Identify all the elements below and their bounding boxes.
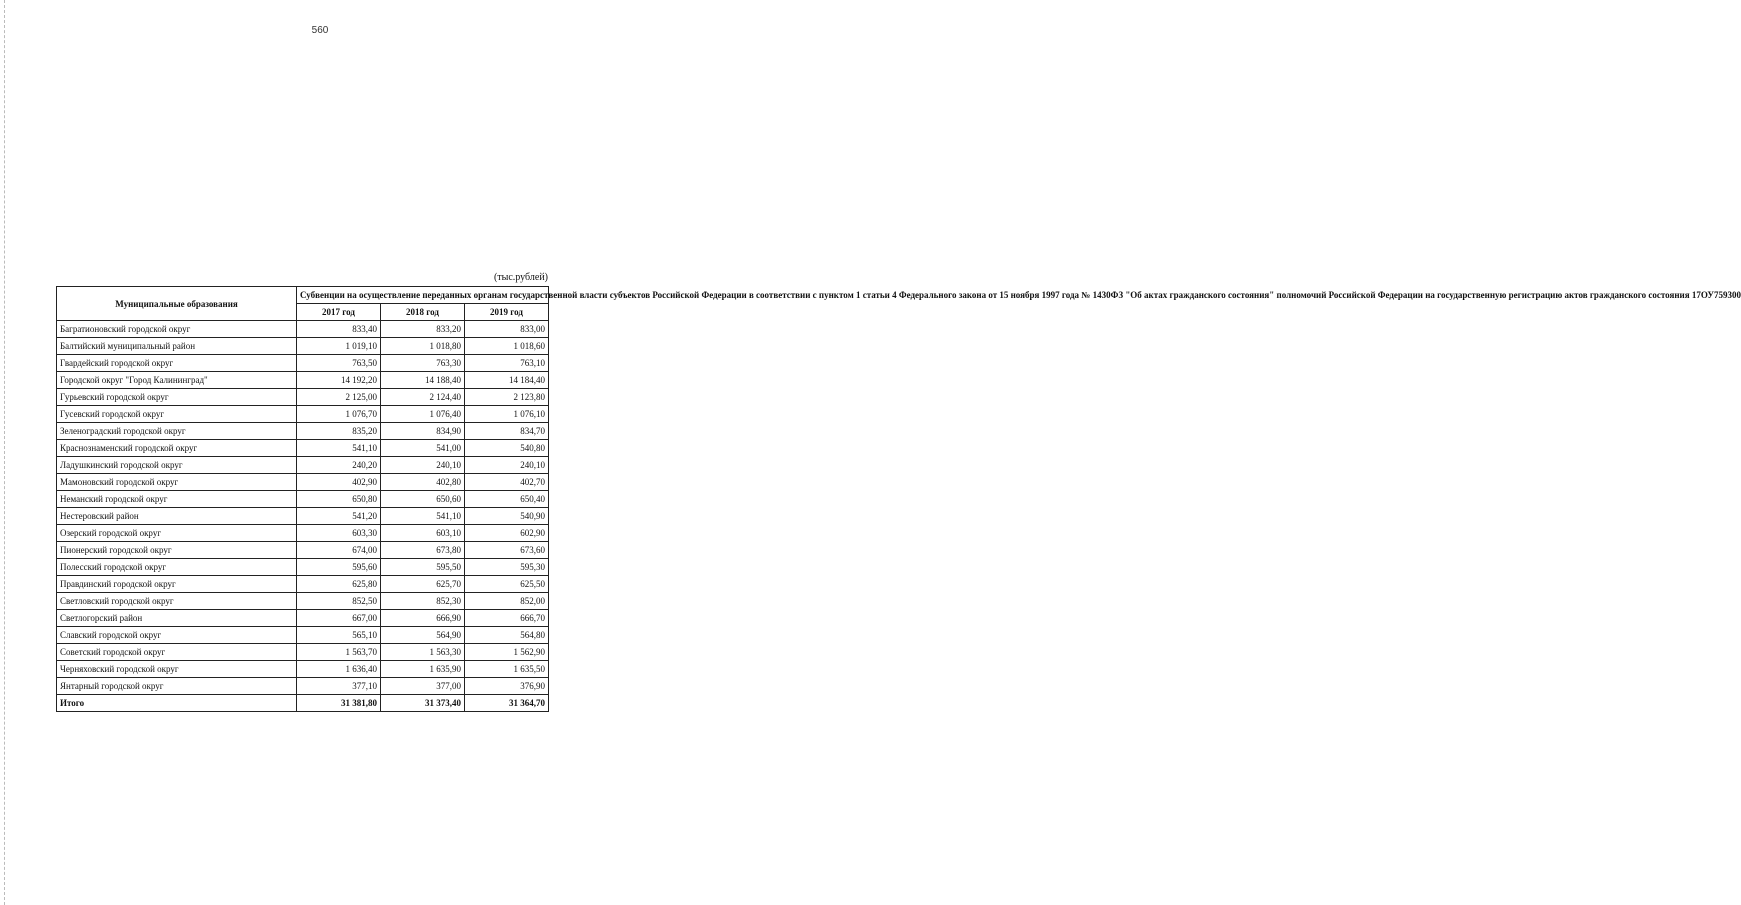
municipality-name-cell: Светлогорский район xyxy=(57,610,297,627)
table-row xyxy=(57,610,549,627)
table-row xyxy=(57,644,549,661)
table-row xyxy=(57,627,549,644)
municipality-name-cell: Янтарный городской округ xyxy=(57,678,297,695)
value-2017-cell: 603,30 xyxy=(297,525,381,542)
municipality-name-cell: Балтийский муниципальный район xyxy=(57,338,297,355)
value-2019-cell: 1 076,10 xyxy=(465,406,549,423)
table-row xyxy=(57,321,549,338)
value-2018-cell: 834,90 xyxy=(381,423,465,440)
table-row xyxy=(57,474,549,491)
value-2017-cell: 240,20 xyxy=(297,457,381,474)
value-2017-cell: 595,60 xyxy=(297,559,381,576)
value-2017-cell: 541,20 xyxy=(297,508,381,525)
value-2018-cell: 650,60 xyxy=(381,491,465,508)
municipality-column-header: Муниципальные образования xyxy=(57,287,297,321)
table-row xyxy=(57,678,549,695)
total-label: Итого xyxy=(57,695,297,712)
value-2019-cell: 852,00 xyxy=(465,593,549,610)
value-2018-cell: 603,10 xyxy=(381,525,465,542)
value-2018-cell: 2 124,40 xyxy=(381,389,465,406)
table-row xyxy=(57,372,549,389)
value-2019-cell: 834,70 xyxy=(465,423,549,440)
table-row xyxy=(57,491,549,508)
value-2017-cell: 1 076,70 xyxy=(297,406,381,423)
municipality-name-cell: Гурьевский городской округ xyxy=(57,389,297,406)
value-2017-cell: 650,80 xyxy=(297,491,381,508)
municipality-name-cell: Озерский городской округ xyxy=(57,525,297,542)
value-2018-cell: 673,80 xyxy=(381,542,465,559)
value-2018-cell: 14 188,40 xyxy=(381,372,465,389)
value-2019-cell: 666,70 xyxy=(465,610,549,627)
table-row xyxy=(57,542,549,559)
value-2018-cell: 1 076,40 xyxy=(381,406,465,423)
value-2018-cell: 666,90 xyxy=(381,610,465,627)
value-2017-cell: 14 192,20 xyxy=(297,372,381,389)
table-body xyxy=(57,321,549,695)
scan-edge-marks xyxy=(4,0,6,905)
value-2019-cell: 833,00 xyxy=(465,321,549,338)
municipality-name-cell: Багратионовский городской округ xyxy=(57,321,297,338)
value-2019-cell: 602,90 xyxy=(465,525,549,542)
value-2017-cell: 625,80 xyxy=(297,576,381,593)
municipality-name-cell: Пионерский городской округ xyxy=(57,542,297,559)
subsidy-column-header: Субвенции на осуществление переданных органам государственной власти субъектов Российской Федерации в соответствии с пунктом 1 статьи 4 Федерального закона от 15 ноября 1997 года № 1430ФЗ "Об актах гражданского состояния" полномочий Российской Федерации на государственную регистрацию актов гражданского состояния 17ОУ759300 xyxy=(297,287,549,304)
municipality-name-cell: Гусевский городской округ xyxy=(57,406,297,423)
value-2019-cell: 376,90 xyxy=(465,678,549,695)
municipality-name-cell: Правдинский городской округ xyxy=(57,576,297,593)
municipality-name-cell: Нестеровский район xyxy=(57,508,297,525)
table-row xyxy=(57,440,549,457)
value-2018-cell: 240,10 xyxy=(381,457,465,474)
table-row xyxy=(57,525,549,542)
table-row xyxy=(57,576,549,593)
value-2017-cell: 377,10 xyxy=(297,678,381,695)
table-row xyxy=(57,406,549,423)
value-2018-cell: 833,20 xyxy=(381,321,465,338)
value-2019-cell: 14 184,40 xyxy=(465,372,549,389)
value-2019-cell: 564,80 xyxy=(465,627,549,644)
value-2019-cell: 1 562,90 xyxy=(465,644,549,661)
table-row xyxy=(57,355,549,372)
municipality-name-cell: Светловский городской округ xyxy=(57,593,297,610)
value-2017-cell: 763,50 xyxy=(297,355,381,372)
value-2017-cell: 1 019,10 xyxy=(297,338,381,355)
value-2017-cell: 402,90 xyxy=(297,474,381,491)
value-2017-cell: 1 563,70 xyxy=(297,644,381,661)
value-2018-cell: 1 018,80 xyxy=(381,338,465,355)
value-2018-cell: 541,00 xyxy=(381,440,465,457)
value-2017-cell: 852,50 xyxy=(297,593,381,610)
table-row xyxy=(57,457,549,474)
year-header-2017: 2017 год xyxy=(297,304,381,321)
value-2019-cell: 763,10 xyxy=(465,355,549,372)
page-number: 560 xyxy=(311,25,329,36)
table-row xyxy=(57,338,549,355)
municipality-name-cell: Гвардейский городской округ xyxy=(57,355,297,372)
value-2017-cell: 835,20 xyxy=(297,423,381,440)
municipality-name-cell: Советский городской округ xyxy=(57,644,297,661)
municipality-name-cell: Зеленоградский городской округ xyxy=(57,423,297,440)
table-row xyxy=(57,423,549,440)
value-2018-cell: 1 563,30 xyxy=(381,644,465,661)
value-2019-cell: 2 123,80 xyxy=(465,389,549,406)
year-header-2019: 2019 год xyxy=(465,304,549,321)
value-2017-cell: 2 125,00 xyxy=(297,389,381,406)
municipality-name-cell: Полесский городской округ xyxy=(57,559,297,576)
value-2019-cell: 1 018,60 xyxy=(465,338,549,355)
value-2019-cell: 540,90 xyxy=(465,508,549,525)
table-row xyxy=(57,559,549,576)
value-2018-cell: 763,30 xyxy=(381,355,465,372)
value-2017-cell: 674,00 xyxy=(297,542,381,559)
table-row xyxy=(57,593,549,610)
total-2017: 31 381,80 xyxy=(297,695,381,712)
value-2019-cell: 402,70 xyxy=(465,474,549,491)
value-2017-cell: 667,00 xyxy=(297,610,381,627)
value-2018-cell: 564,90 xyxy=(381,627,465,644)
municipality-name-cell: Неманский городской округ xyxy=(57,491,297,508)
municipality-name-cell: Мамоновский городской округ xyxy=(57,474,297,491)
value-2018-cell: 852,30 xyxy=(381,593,465,610)
value-2019-cell: 540,80 xyxy=(465,440,549,457)
table-row xyxy=(57,508,549,525)
municipality-name-cell: Краснознаменский городской округ xyxy=(57,440,297,457)
total-row xyxy=(57,695,549,712)
value-2017-cell: 565,10 xyxy=(297,627,381,644)
municipality-name-cell: Черняховский городской округ xyxy=(57,661,297,678)
table-header xyxy=(57,287,1741,321)
value-2018-cell: 377,00 xyxy=(381,678,465,695)
value-2019-cell: 650,40 xyxy=(465,491,549,508)
value-2019-cell: 595,30 xyxy=(465,559,549,576)
value-2018-cell: 595,50 xyxy=(381,559,465,576)
municipality-name-cell: Городской округ "Город Калининград" xyxy=(57,372,297,389)
value-2017-cell: 541,10 xyxy=(297,440,381,457)
value-2017-cell: 1 636,40 xyxy=(297,661,381,678)
value-2018-cell: 541,10 xyxy=(381,508,465,525)
value-2019-cell: 625,50 xyxy=(465,576,549,593)
table-row xyxy=(57,661,549,678)
value-2017-cell: 833,40 xyxy=(297,321,381,338)
unit-note: (тыс.рублей) xyxy=(493,272,548,283)
value-2018-cell: 402,80 xyxy=(381,474,465,491)
year-header-2018: 2018 год xyxy=(381,304,465,321)
value-2019-cell: 673,60 xyxy=(465,542,549,559)
value-2019-cell: 240,10 xyxy=(465,457,549,474)
municipality-name-cell: Славский городской округ xyxy=(57,627,297,644)
total-2019: 31 364,70 xyxy=(465,695,549,712)
municipality-name-cell: Ладушкинский городской округ xyxy=(57,457,297,474)
table-row xyxy=(57,389,549,406)
value-2018-cell: 625,70 xyxy=(381,576,465,593)
value-2018-cell: 1 635,90 xyxy=(381,661,465,678)
value-2019-cell: 1 635,50 xyxy=(465,661,549,678)
total-2018: 31 373,40 xyxy=(381,695,465,712)
subsidy-table xyxy=(56,286,1741,712)
